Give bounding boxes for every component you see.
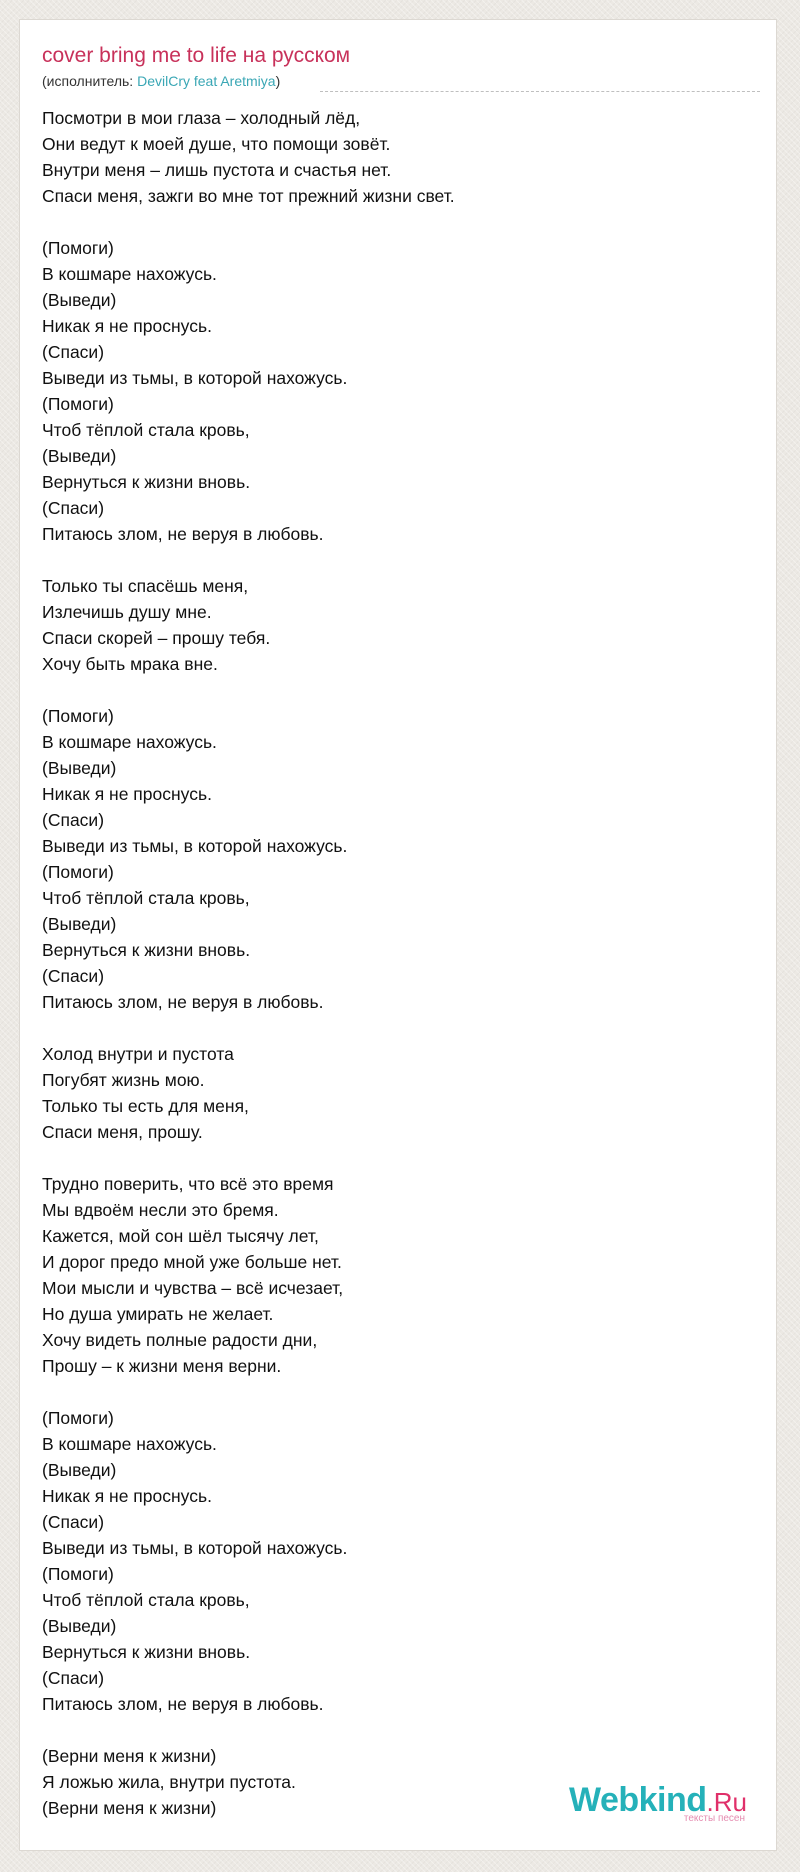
logo-wordmark: Webkind (568, 1781, 707, 1819)
artist-link[interactable]: DevilCry feat Aretmiya (137, 73, 276, 89)
logo-tagline: тексты песен (683, 1813, 745, 1824)
performer-line (42, 72, 280, 90)
performer-label: (исполнитель: (42, 73, 138, 89)
lyrics-card (19, 19, 777, 1851)
site-logo[interactable] (569, 1783, 747, 1824)
logo-domain: .Ru (706, 1787, 747, 1817)
divider (320, 91, 760, 92)
lyrics-text: Посмотри в мои глаза – холодный лёд, Они ведут к моей душе, что помощи зовёт. Внутри меня – лишь пустота и счастья нет. Спаси меня, зажги во мне тот прежний жизни свет. (Помоги) В кошмаре нахожусь. (Выведи) Никак я не проснусь. (Спаси) Выведи из тьмы, в которой нахожусь. (Помоги) Чтоб тёплой стала кровь, (Выведи) Вернуться к жизни вновь. (Спаси) Питаюсь злом, не веруя в любовь. Только ты спасёшь меня, Излечишь душу мне. Спаси скорей – прошу тебя. Хочу быть мрака вне. (Помоги) В кошмаре нахожусь. (Выведи) Никак я не проснусь. (Спаси) Выведи из тьмы, в которой нахожусь. (Помоги) Чтоб тёплой стала кровь, (Выведи) Вернуться к жизни вновь. (Спаси) Питаюсь злом, не веруя в любовь. Холод внутри и пустота Погубят жизнь мою. Только ты есть для меня, Спаси меня, прошу. Трудно поверить, что всё это время Мы вдвоём несли это бремя. Кажется, мой сон шёл тысячу лет, И дорог предо мной уже больше нет. Мои мысли и чувства – всё исчезает, Но душа умирать не желает. Хочу видеть полные радости дни, Прошу – к жизни меня верни. (Помоги) В кошмаре нахожусь. (Выведи) Никак я не проснусь. (Спаси) Выведи из тьмы, в которой нахожусь. (Помоги) Чтоб тёплой стала кровь, (Выведи) Вернуться к жизни вновь. (Спаси) Питаюсь злом, не веруя в любовь. (Верни меня к жизни) Я ложью жила, внутри пустота. (Верни меня к жизни) (42, 108, 455, 1818)
page-title: cover bring me to life на русском (42, 44, 351, 67)
performer-close: ) (275, 73, 281, 89)
